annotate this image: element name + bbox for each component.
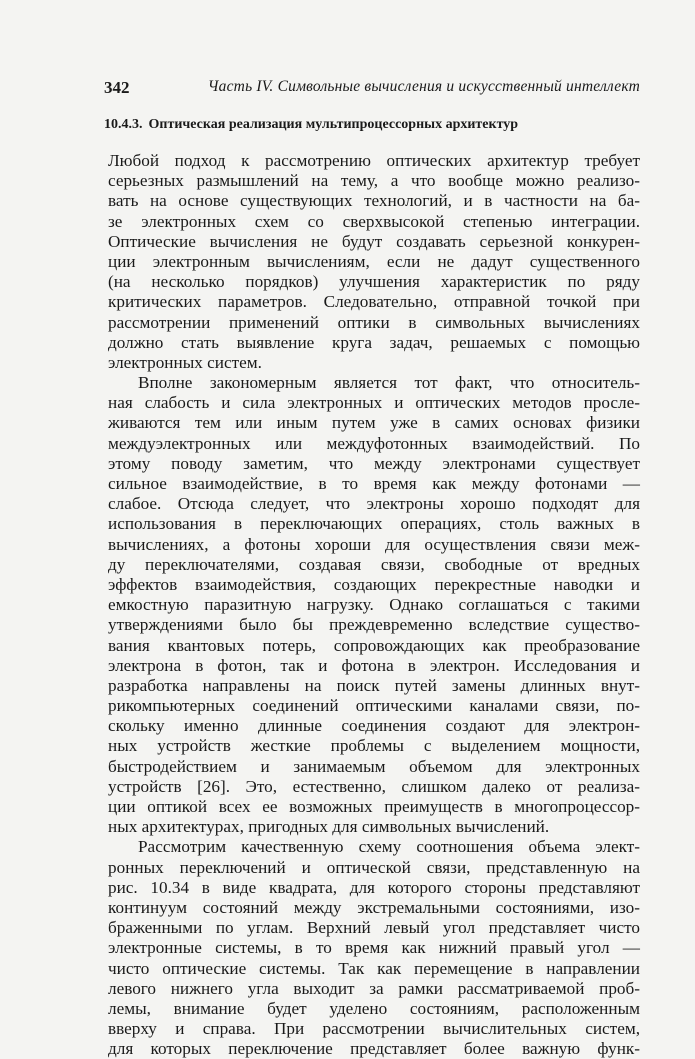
running-title: Часть IV. Символьные вычисления и искусственный интеллект bbox=[207, 78, 640, 95]
text-line: использования в переключающих операциях, столь важных в bbox=[108, 514, 640, 534]
text-line: вычислениях, а фотоны хороши для осуществления связи меж- bbox=[108, 534, 640, 554]
text-line: континуум состояний между экстремальными состояниями, изо- bbox=[108, 897, 640, 917]
text-line: сильное взаимодействие, в то время как между фотонами — bbox=[108, 474, 640, 493]
text-line: рикомпьютерных соединений оптическими каналами связи, по- bbox=[108, 696, 640, 716]
page-number: 342 bbox=[104, 78, 130, 97]
text-line: скольку именно длинные соединения создают для электрон- bbox=[108, 716, 640, 736]
text-line: емкостную паразитную нагрузку. Однако соглашаться с такими bbox=[108, 595, 640, 615]
text-line: вать на основе существующих технологий, и в частности на ба- bbox=[108, 191, 640, 211]
text-line: утверждениями было бы преждевременно вследствие существо- bbox=[108, 615, 640, 635]
text-line: чисто оптические системы. Так как перемещение в направлении bbox=[108, 958, 640, 978]
text-line: для которых переключение представляет более важную функ- bbox=[108, 1039, 640, 1059]
text-line: вверху и справа. При рассмотрении вычислительных систем, bbox=[108, 1019, 640, 1039]
running-head bbox=[104, 78, 640, 100]
text-line: живаются тем или иным путем уже в самих основах физики bbox=[108, 413, 640, 433]
text-line: серьезных размышлений на тему, а что вообще можно реализо- bbox=[108, 171, 640, 191]
text-line: Любой подход к рассмотрению оптических архитектур требует bbox=[108, 151, 640, 170]
text-line: слабое. Отсюда следует, что электроны хорошо подходят для bbox=[108, 494, 640, 514]
text-line: ции электронным вычислениям, если не дадут существенного bbox=[108, 251, 640, 271]
text-line: ции оптикой всех ее возможных преимуществ в многопроцессор- bbox=[108, 797, 640, 816]
text-line: эффектов взаимодействия, создающих перекрестные наводки и bbox=[108, 574, 640, 594]
text-line: устройств [26]. Это, естественно, слишком далеко от реализа- bbox=[108, 776, 640, 796]
text-line: Вполне закономерным является тот факт, что относитель- bbox=[138, 373, 640, 393]
section-number: 10.4.3. bbox=[104, 117, 143, 132]
text-line: ронных переключений и оптической связи, представленную на bbox=[108, 857, 640, 877]
text-line: левого нижнего угла выходит за рамки рассматриваемой проб- bbox=[108, 978, 640, 998]
text-line: Оптические вычисления не будут создавать серьезной конкурен- bbox=[108, 231, 640, 251]
text-line: браженными по углам. Верхний левый угол представляет чисто bbox=[108, 918, 640, 938]
text-line: междуэлектронных или междуфотонных взаимодействий. По bbox=[108, 433, 640, 453]
text-line: зе электронных схем со сверхвысокой степенью интеграции. bbox=[108, 211, 640, 231]
text-line: Рассмотрим качественную схему соотношения объема элект- bbox=[138, 837, 640, 857]
text-line: электрона в фотон, так и фотона в электрон. Исследования и bbox=[108, 655, 640, 675]
text-line: должно стать выявление круга задач, решаемых с помощью bbox=[108, 332, 640, 352]
text-line: вания квантовых потерь, сопровождающих как преобразование bbox=[108, 635, 640, 655]
text-line: ная слабость и сила электронных и оптических методов просле- bbox=[108, 393, 640, 413]
text-line: рис. 10.34 в виде квадрата, для которого стороны представляют bbox=[108, 877, 640, 897]
section-heading bbox=[104, 117, 644, 133]
text-line: разработка направлены на поиск путей замены длинных внут- bbox=[108, 675, 640, 695]
text-line: электронных систем. bbox=[108, 352, 262, 372]
text-line: ных устройств жесткие проблемы с выделением мощности, bbox=[108, 736, 640, 756]
text-line: ных архитектурах, пригодных для символьных вычислений. bbox=[108, 817, 550, 837]
text-line: электронные системы, в то время как нижний правый угол — bbox=[108, 938, 640, 958]
text-line: рассмотрении применений оптики в символьных вычислениях bbox=[108, 312, 640, 332]
text-line: этому поводу заметим, что между электронами существует bbox=[108, 453, 640, 473]
text-line: критических параметров. Следовательно, отправной точкой при bbox=[108, 292, 640, 312]
text-line: (на несколько порядков) улучшения характеристик по ряду bbox=[108, 272, 640, 292]
body-text bbox=[108, 151, 640, 1059]
text-line: ду переключателями, создавая связи, свободные от вредных bbox=[108, 554, 640, 574]
section-title: Оптическая реализация мультипроцессорных архитектур bbox=[148, 117, 519, 132]
text-line: быстродействием и занимаемым объемом для электронных bbox=[108, 756, 640, 776]
text-line: лемы, внимание будет уделено состояниям, расположенным bbox=[108, 998, 640, 1018]
